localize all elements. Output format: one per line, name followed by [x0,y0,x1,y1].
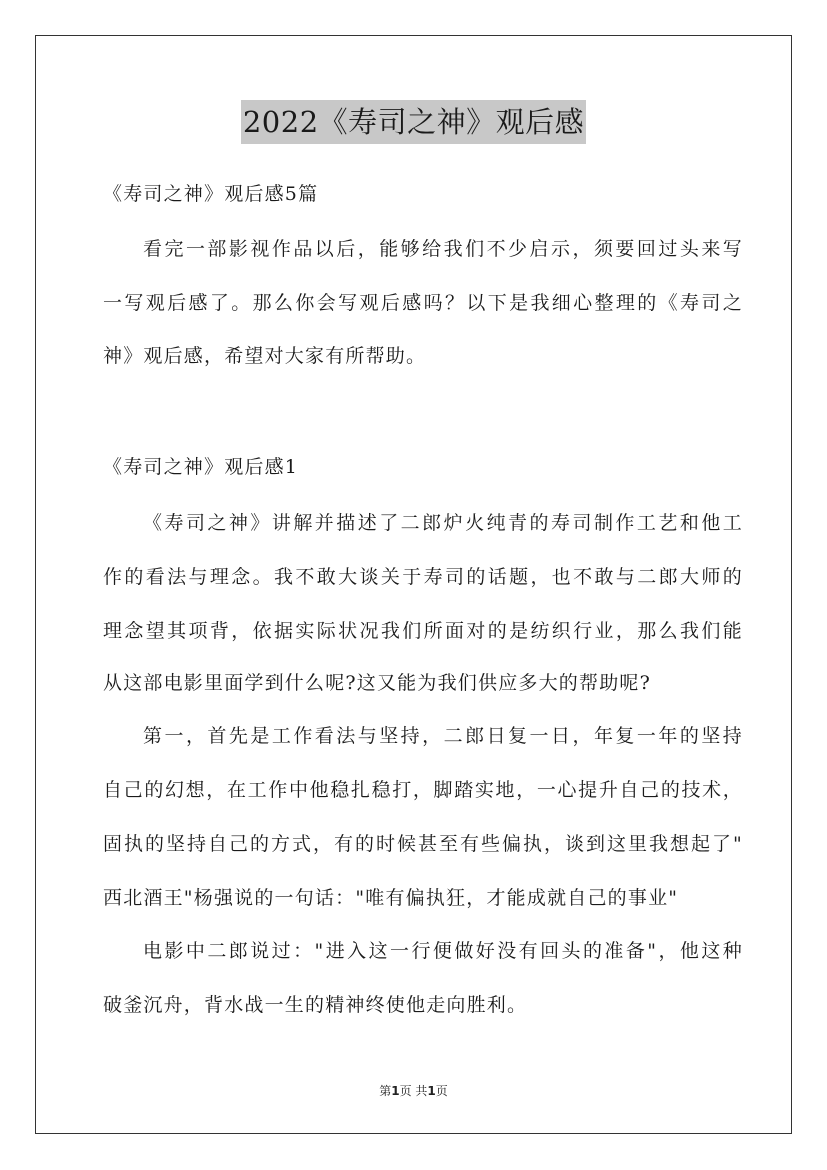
footer-mid: 页 共 [399,1084,428,1098]
paragraph-line: 第一，首先是工作看法与坚持，二郎日复一日，年复一年的坚持 [143,725,743,747]
page-footer [0,1082,827,1100]
paragraph-line: 从这部电影里面学到什么呢?这又能为我们供应多大的帮助呢? [103,672,651,694]
section-heading: 《寿司之神》观后感1 [103,456,299,478]
paragraph-line: 电影中二郎说过："进入这一行便做好没有回头的准备"，他这种 [143,940,743,962]
document-subtitle: 《寿司之神》观后感5篇 [103,183,319,205]
footer-suffix: 页 [435,1084,448,1098]
paragraph-line: 作的看法与理念。我不敢大谈关于寿司的话题，也不敢与二郎大师的 [103,566,743,588]
paragraph-line: 破釜沉舟，背水战一生的精神终使他走向胜利。 [103,994,528,1016]
paragraph-line: 《寿司之神》讲解并描述了二郎炉火纯青的寿司制作工艺和他工 [143,512,743,534]
paragraph-line: 西北酒王"杨强说的一句话："唯有偏执狂，才能成就自己的事业" [103,887,679,909]
document-title: 2022《寿司之神》观后感 [241,100,586,144]
intro-line: 一写观后感了。那么你会写观后感吗？以下是我细心整理的《寿司之 [103,292,743,314]
intro-line: 看完一部影视作品以后，能够给我们不少启示，须要回过头来写 [143,238,743,260]
paragraph-line: 自己的幻想，在工作中他稳扎稳打，脚踏实地，一心提升自己的技术， [103,779,743,801]
title-container [0,100,827,144]
footer-current-page: 1 [391,1084,400,1098]
footer-prefix: 第 [379,1084,392,1098]
footer-total-pages: 1 [427,1084,436,1098]
intro-line: 神》观后感，希望对大家有所帮助。 [103,345,427,367]
paragraph-line: 固执的坚持自己的方式，有的时候甚至有些偏执，谈到这里我想起了" [103,833,743,855]
paragraph-line: 理念望其项背，依据实际状况我们所面对的是纺织行业，那么我们能 [103,620,743,642]
